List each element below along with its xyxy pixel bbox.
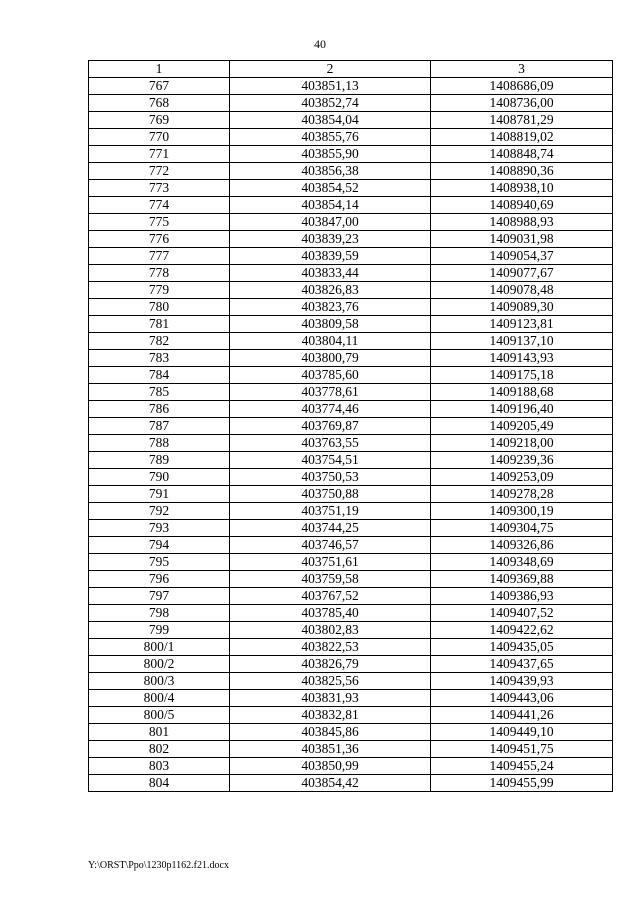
coordinate-x-cell: 403852,74 xyxy=(230,95,431,112)
page-number: 40 xyxy=(314,37,326,51)
table-row xyxy=(89,282,613,299)
coordinate-y-cell: 1408686,09 xyxy=(431,78,613,95)
point-number-cell: 793 xyxy=(89,520,230,537)
table-row xyxy=(89,520,613,537)
coordinate-x-cell: 403826,83 xyxy=(230,282,431,299)
coordinate-x-cell: 403854,14 xyxy=(230,197,431,214)
coordinate-x-cell: 403854,04 xyxy=(230,112,431,129)
table-row xyxy=(89,707,613,724)
coordinate-y-cell: 1409348,69 xyxy=(431,554,613,571)
coordinate-y-cell: 1409435,05 xyxy=(431,639,613,656)
table-row xyxy=(89,350,613,367)
point-number-cell: 773 xyxy=(89,180,230,197)
coordinate-y-cell: 1409137,10 xyxy=(431,333,613,350)
coordinate-x-cell: 403850,99 xyxy=(230,758,431,775)
point-number-cell: 804 xyxy=(89,775,230,792)
coordinate-x-cell: 403744,25 xyxy=(230,520,431,537)
coordinate-x-cell: 403767,52 xyxy=(230,588,431,605)
table-header-row xyxy=(89,61,613,78)
table-row xyxy=(89,333,613,350)
point-number-cell: 786 xyxy=(89,401,230,418)
point-number-cell: 783 xyxy=(89,350,230,367)
table-row xyxy=(89,656,613,673)
point-number-cell: 791 xyxy=(89,486,230,503)
table-row xyxy=(89,384,613,401)
coordinate-y-cell: 1408848,74 xyxy=(431,146,613,163)
point-number-cell: 800/1 xyxy=(89,639,230,656)
point-number-cell: 767 xyxy=(89,78,230,95)
table-row xyxy=(89,418,613,435)
table-row xyxy=(89,690,613,707)
coordinate-y-cell: 1409422,62 xyxy=(431,622,613,639)
coordinate-y-cell: 1409455,24 xyxy=(431,758,613,775)
point-number-cell: 795 xyxy=(89,554,230,571)
coordinate-y-cell: 1409300,19 xyxy=(431,503,613,520)
table-row xyxy=(89,554,613,571)
coordinate-y-cell: 1409439,93 xyxy=(431,673,613,690)
coordinate-x-cell: 403822,53 xyxy=(230,639,431,656)
table-row xyxy=(89,78,613,95)
coordinate-x-cell: 403826,79 xyxy=(230,656,431,673)
point-number-cell: 800/5 xyxy=(89,707,230,724)
coordinate-y-cell: 1409278,28 xyxy=(431,486,613,503)
coordinate-y-cell: 1408938,10 xyxy=(431,180,613,197)
point-number-cell: 796 xyxy=(89,571,230,588)
coordinates-table xyxy=(88,60,613,792)
coordinate-y-cell: 1408988,93 xyxy=(431,214,613,231)
table-row xyxy=(89,622,613,639)
coordinate-x-cell: 403851,36 xyxy=(230,741,431,758)
table-row xyxy=(89,605,613,622)
point-number-cell: 784 xyxy=(89,367,230,384)
coordinate-x-cell: 403854,52 xyxy=(230,180,431,197)
coordinate-y-cell: 1409089,30 xyxy=(431,299,613,316)
coordinate-x-cell: 403750,88 xyxy=(230,486,431,503)
table-row xyxy=(89,571,613,588)
table-row xyxy=(89,503,613,520)
table-row xyxy=(89,588,613,605)
point-number-cell: 789 xyxy=(89,452,230,469)
coordinate-y-cell: 1408781,29 xyxy=(431,112,613,129)
table-row xyxy=(89,299,613,316)
point-number-cell: 792 xyxy=(89,503,230,520)
table-row xyxy=(89,758,613,775)
coordinate-y-cell: 1408819,02 xyxy=(431,129,613,146)
point-number-cell: 779 xyxy=(89,282,230,299)
coordinate-x-cell: 403800,79 xyxy=(230,350,431,367)
point-number-cell: 788 xyxy=(89,435,230,452)
coordinate-y-cell: 1409239,36 xyxy=(431,452,613,469)
point-number-cell: 771 xyxy=(89,146,230,163)
coordinate-y-cell: 1409443,06 xyxy=(431,690,613,707)
coordinate-y-cell: 1408736,00 xyxy=(431,95,613,112)
coordinate-x-cell: 403754,51 xyxy=(230,452,431,469)
table-row xyxy=(89,367,613,384)
point-number-cell: 790 xyxy=(89,469,230,486)
table-row xyxy=(89,231,613,248)
coordinate-x-cell: 403845,86 xyxy=(230,724,431,741)
table-row xyxy=(89,741,613,758)
point-number-cell: 776 xyxy=(89,231,230,248)
coordinate-x-cell: 403785,60 xyxy=(230,367,431,384)
coordinate-x-cell: 403769,87 xyxy=(230,418,431,435)
point-number-cell: 781 xyxy=(89,316,230,333)
point-number-cell: 772 xyxy=(89,163,230,180)
table-body xyxy=(89,78,613,792)
point-number-cell: 775 xyxy=(89,214,230,231)
table-row xyxy=(89,639,613,656)
point-number-cell: 780 xyxy=(89,299,230,316)
coordinate-y-cell: 1409196,40 xyxy=(431,401,613,418)
coordinate-x-cell: 403751,61 xyxy=(230,554,431,571)
point-number-cell: 800/2 xyxy=(89,656,230,673)
coordinate-x-cell: 403809,58 xyxy=(230,316,431,333)
coordinate-y-cell: 1409326,86 xyxy=(431,537,613,554)
table-row xyxy=(89,95,613,112)
table-row xyxy=(89,248,613,265)
point-number-cell: 774 xyxy=(89,197,230,214)
coordinate-x-cell: 403847,00 xyxy=(230,214,431,231)
coordinate-y-cell: 1409455,99 xyxy=(431,775,613,792)
coordinate-x-cell: 403750,53 xyxy=(230,469,431,486)
table-row xyxy=(89,435,613,452)
table-row xyxy=(89,673,613,690)
coordinate-x-cell: 403759,58 xyxy=(230,571,431,588)
point-number-cell: 800/4 xyxy=(89,690,230,707)
coordinate-y-cell: 1409407,52 xyxy=(431,605,613,622)
coordinate-x-cell: 403832,81 xyxy=(230,707,431,724)
table-row xyxy=(89,401,613,418)
table-row xyxy=(89,316,613,333)
column-header-2: 2 xyxy=(230,61,431,78)
coordinate-x-cell: 403856,38 xyxy=(230,163,431,180)
coordinate-x-cell: 403804,11 xyxy=(230,333,431,350)
point-number-cell: 802 xyxy=(89,741,230,758)
table-row xyxy=(89,197,613,214)
coordinate-x-cell: 403778,61 xyxy=(230,384,431,401)
point-number-cell: 801 xyxy=(89,724,230,741)
coordinate-y-cell: 1409205,49 xyxy=(431,418,613,435)
table-row xyxy=(89,775,613,792)
point-number-cell: 787 xyxy=(89,418,230,435)
coordinate-x-cell: 403851,13 xyxy=(230,78,431,95)
table-row xyxy=(89,469,613,486)
coordinate-y-cell: 1409386,93 xyxy=(431,588,613,605)
column-header-3: 3 xyxy=(431,61,613,78)
coordinate-x-cell: 403825,56 xyxy=(230,673,431,690)
coordinate-y-cell: 1409451,75 xyxy=(431,741,613,758)
coordinate-y-cell: 1409175,18 xyxy=(431,367,613,384)
coordinate-y-cell: 1409078,48 xyxy=(431,282,613,299)
coordinate-x-cell: 403763,55 xyxy=(230,435,431,452)
footer-file-path: Y:\ORST\Ppo\1230p1162.f21.docx xyxy=(88,860,229,871)
coordinate-y-cell: 1408890,36 xyxy=(431,163,613,180)
table-row xyxy=(89,537,613,554)
point-number-cell: 768 xyxy=(89,95,230,112)
coordinate-x-cell: 403802,83 xyxy=(230,622,431,639)
table-row xyxy=(89,265,613,282)
point-number-cell: 770 xyxy=(89,129,230,146)
point-number-cell: 785 xyxy=(89,384,230,401)
point-number-cell: 778 xyxy=(89,265,230,282)
coordinate-y-cell: 1409449,10 xyxy=(431,724,613,741)
coordinate-x-cell: 403751,19 xyxy=(230,503,431,520)
coordinate-x-cell: 403839,23 xyxy=(230,231,431,248)
point-number-cell: 800/3 xyxy=(89,673,230,690)
coordinate-y-cell: 1408940,69 xyxy=(431,197,613,214)
point-number-cell: 797 xyxy=(89,588,230,605)
point-number-cell: 803 xyxy=(89,758,230,775)
coordinate-y-cell: 1409304,75 xyxy=(431,520,613,537)
coordinate-x-cell: 403774,46 xyxy=(230,401,431,418)
coordinate-y-cell: 1409123,81 xyxy=(431,316,613,333)
coordinate-y-cell: 1409031,98 xyxy=(431,231,613,248)
table-row xyxy=(89,129,613,146)
coordinate-y-cell: 1409054,37 xyxy=(431,248,613,265)
point-number-cell: 769 xyxy=(89,112,230,129)
coordinate-x-cell: 403823,76 xyxy=(230,299,431,316)
coordinate-y-cell: 1409253,09 xyxy=(431,469,613,486)
coordinate-y-cell: 1409369,88 xyxy=(431,571,613,588)
table-row xyxy=(89,724,613,741)
coordinate-x-cell: 403785,40 xyxy=(230,605,431,622)
coordinate-y-cell: 1409437,65 xyxy=(431,656,613,673)
table-row xyxy=(89,180,613,197)
table-row xyxy=(89,214,613,231)
coordinate-x-cell: 403855,90 xyxy=(230,146,431,163)
coordinate-x-cell: 403854,42 xyxy=(230,775,431,792)
coordinate-y-cell: 1409077,67 xyxy=(431,265,613,282)
coordinate-x-cell: 403746,57 xyxy=(230,537,431,554)
coordinate-x-cell: 403855,76 xyxy=(230,129,431,146)
coordinate-y-cell: 1409143,93 xyxy=(431,350,613,367)
table-row xyxy=(89,486,613,503)
coordinate-x-cell: 403833,44 xyxy=(230,265,431,282)
coordinate-x-cell: 403839,59 xyxy=(230,248,431,265)
coordinate-y-cell: 1409218,00 xyxy=(431,435,613,452)
point-number-cell: 799 xyxy=(89,622,230,639)
table-row xyxy=(89,452,613,469)
table-row xyxy=(89,146,613,163)
column-header-1: 1 xyxy=(89,61,230,78)
coordinate-x-cell: 403831,93 xyxy=(230,690,431,707)
table-row xyxy=(89,112,613,129)
point-number-cell: 798 xyxy=(89,605,230,622)
coordinate-y-cell: 1409188,68 xyxy=(431,384,613,401)
point-number-cell: 794 xyxy=(89,537,230,554)
table-row xyxy=(89,163,613,180)
point-number-cell: 782 xyxy=(89,333,230,350)
point-number-cell: 777 xyxy=(89,248,230,265)
coordinate-y-cell: 1409441,26 xyxy=(431,707,613,724)
